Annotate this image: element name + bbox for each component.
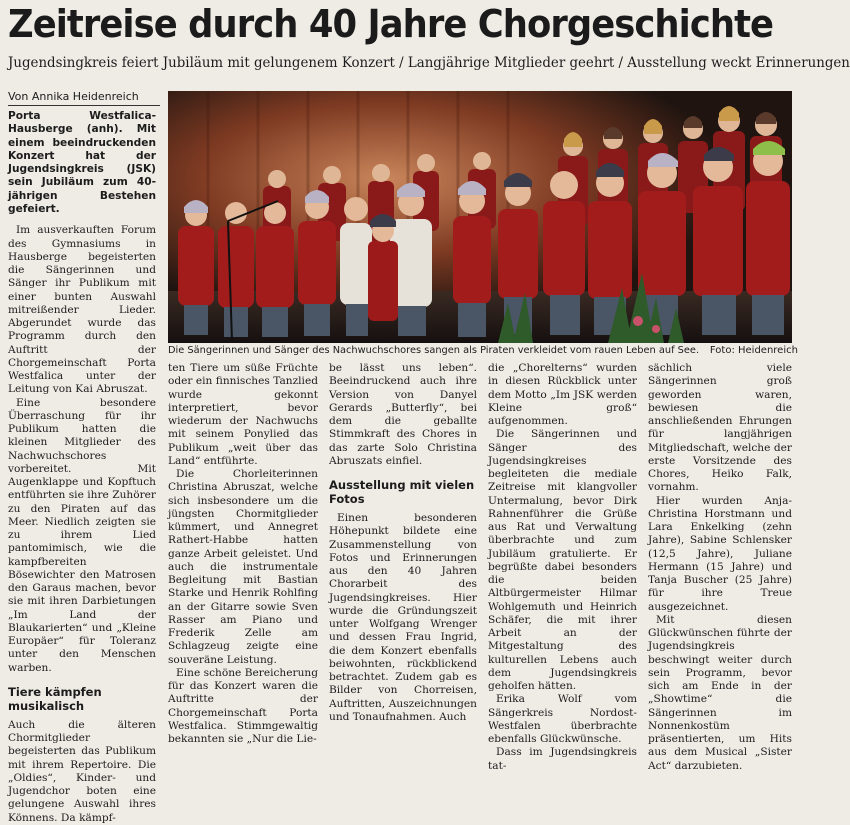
body-paragraph: Dass im Jugendsingkreis tat-: [488, 746, 637, 772]
photo-credit: Foto: Heidenreich: [709, 345, 798, 356]
column-4: [488, 362, 637, 772]
body-paragraph: Die Chorleiterinnen Christina Abruszat, welche sich insbesondere um die jüngsten Chormitglieder kümmert, und Annegret Rathert-Habbe hatten ganze Arbeit geleistet. Und auch die instrumentale Begleitung mit Bastian Starke und Henrik Rohlfing an der Gitarre sowie Sven Rasser am Piano und Frederik Zelle am Schlagzeug zeigte eine souveräne Leistung.: [168, 468, 318, 666]
column-2: [168, 362, 318, 745]
body-paragraph: Einen besonderen Höhepunkt bildete eine Zusammenstellung von Fotos und Erinnerungen aus den 40 Jahren Chorarbeit des Jugendsingkreises. Hier wurde die Gründungszeit unter Wolfgang Wrenger und dessen Frau Ingrid, die dem Konzert ebenfalls beiwohnten, rückblickend betrachtet. Zudem gab es Bilder von Chorreisen, Auftritten, Auszeichnungen und Tonaufnahmen. Auch: [329, 512, 477, 723]
photo-caption: [168, 345, 798, 361]
body-paragraph: Auch die älteren Chormitglieder begeisterten das Publikum mit ihrem Repertoire. Die „Oldies“, Kinder- und Jugendchor boten eine gelungene Auswahl ihres Könnens. Da kämpf-: [8, 718, 156, 824]
body-paragraph: Eine besondere Überraschung für ihr Publikum hatten die kleinen Mitglieder des Nachwuchschores vorbereitet. Mit Augenklappe und Kopftuch entführten sie ihre Zuhörer zu den Piraten auf das Meer. Niedlich zeigten sie zu ihrem Lied pantomimisch, wie die kampfbereiten Bösewichter den Matrosen den Garaus machen, bevor sie mit ihren Darbietungen „Im Land der Blaukarierten“ und „Kleine Europäer“ für Toleranz unter den Menschen warben.: [8, 396, 156, 674]
body-paragraph: Erika Wolf vom Sängerkreis Nordost-Westfalen überbrachte ebenfalls Glückwünsche.: [488, 693, 637, 745]
headline: Zeitreise durch 40 Jahre Chorgeschichte: [8, 2, 774, 46]
section-heading: Ausstellung mit vielen Fotos: [329, 478, 475, 506]
subheadline: Jugendsingkreis feiert Jubiläum mit gelungenem Konzert / Langjährige Mitglieder geehrt / Ausstellung weckt Erinnerungen: [8, 55, 850, 71]
body-paragraph: die „Chorelterns“ wurden in diesen Rückblick unter dem Motto „Im JSK werden Kleine groß“ aufgenommen.: [488, 362, 637, 427]
body-paragraph: ten Tiere um süße Früchte oder ein finnisches Tanzlied wurde gekonnt interpretiert, bevor wiederum der Nachwuchs mit seinem Ponylied das Publikum „weit über das Land“ entführte.: [168, 362, 318, 467]
section-heading: Tiere kämpfen musikalisch: [8, 684, 102, 713]
column-5: [648, 362, 792, 772]
caption-text: Die Sängerinnen und Sänger des Nachwuchschores sangen als Piraten verkleidet vom rauen Leben auf See.: [168, 345, 700, 356]
column-3: [329, 362, 477, 723]
body-paragraph: Hier wurden Anja-Christina Horstmann und Lara Enkelking (zehn Jahre), Sabine Schlensker (12,5 Jahre), Juliane Hermann (15 Jahre) und Tanja Buscher (25 Jahre) für ihre Treue ausgezeichnet.: [648, 494, 792, 613]
body-paragraph: Im ausverkauften Forum des Gymnasiums in Hausberge begeisterten die Sängerinnen und Sänger ihr Publikum mit einer bunten Auswahl mitreißender Lieder. Abgerundet wurde das Programm durch den Auftritt der Chorgemeinschaft Porta Westfalica unter der Leitung von Kai Abruszat.: [8, 224, 156, 396]
body-paragraph: be lässt uns leben“. Beeindruckend auch ihre Version von Danyel Gerards „Butterfly“, bei dem die geballte Stimmkraft des Chores in das zarte Solo Christina Abruszats einfiel.: [329, 362, 477, 467]
choir-photo: [168, 91, 792, 343]
body-paragraph: Mit diesen Glückwünschen führte der Jugendsingkreis beschwingt weiter durch sein Programm, bevor sich am Ende in der „Showtime“ die Sängerinnen im Nonnenkostüm präsentierten, um Hits aus dem Musical „Sister Act“ darzubieten.: [648, 613, 792, 772]
body-paragraph: Eine schöne Bereicherung für das Konzert waren die Auftritte der Chorgemeinschaft Porta Westfalica. Stimmgewaltig bekannten sie „Nur die Lie-: [168, 666, 318, 745]
body-paragraph: Die Sängerinnen und Sänger des Jugendsingkreises begleiteten die mediale Zeitreise mit klangvoller Untermalung, bevor Dirk Rahnenführer die Grüße aus Rat und Verwaltung überbrachte und zum Jubiläum gratulierte. Er begrüßte dabei besonders die beiden Altbürgermeister Hilmar Wohlgemuth und Heinrich Schäfer, die mit ihrer Arbeit an der Mitgestaltung des kulturellen Lebens auch dem Jugendsingkreis geholfen hätten.: [488, 428, 637, 692]
byline: Von Annika Heidenreich: [8, 90, 160, 106]
column-1: [8, 110, 156, 824]
lead-paragraph: Porta Westfalica-Hausberge (anh). Mit einem beeindruckenden Konzert hat der Jugendsingkreis (JSK) sein Jubiläum zum 40-jährigen Bestehen gefeiert.: [8, 110, 156, 216]
body-paragraph: sächlich viele Sängerinnen groß geworden waren, bewiesen die anschließenden Ehrungen für langjährigen Mitgliedschaft, welche der erste Vorsitzende des Chores, Heiko Falk, vornahm.: [648, 362, 792, 494]
